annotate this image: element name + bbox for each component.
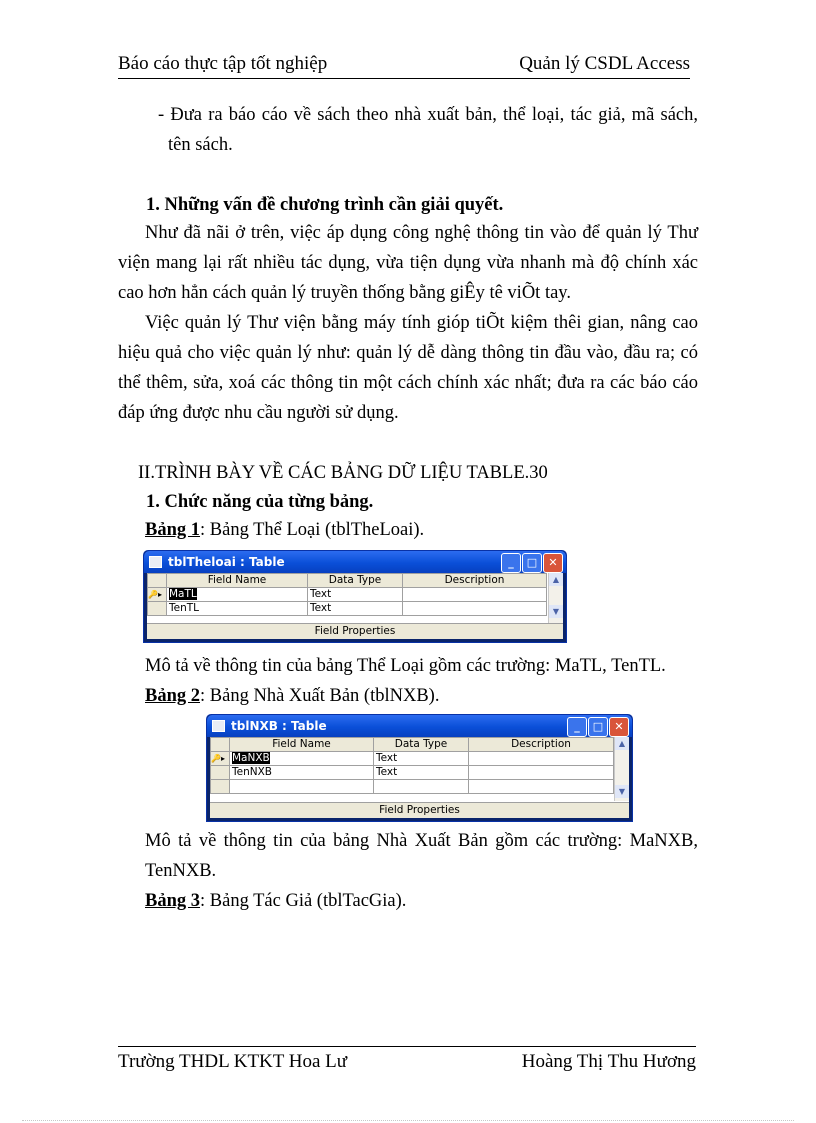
window-title: tblTheloai : Table	[168, 555, 285, 569]
data-type-cell[interactable]: Text	[308, 602, 403, 616]
table-icon	[212, 720, 225, 732]
data-type-cell[interactable]: Text	[374, 752, 469, 766]
window-title-bar[interactable]	[144, 551, 566, 573]
scroll-down-icon[interactable]: ▼	[549, 605, 563, 618]
subsection-1-heading: 1. Chức năng của từng bảng.	[146, 492, 374, 512]
para2-line-3: thể thêm, sửa, xoá các thông tin một cách chính xác nhất; đưa ra các báo cáo	[118, 373, 698, 393]
scroll-down-icon[interactable]: ▼	[615, 785, 629, 798]
table3-label: Bảng 3	[145, 891, 201, 911]
close-icon[interactable]: ✕	[609, 717, 629, 737]
row-selector[interactable]	[148, 602, 167, 616]
col-description[interactable]: Description	[469, 738, 614, 752]
table2-label: Bảng 2	[145, 686, 201, 706]
table2-desc: : Bảng Nhà Xuất Bản (tblNXB).	[200, 686, 440, 706]
page-header	[118, 52, 690, 79]
tbltheloai-window[interactable]	[143, 550, 567, 643]
window-title-bar[interactable]	[207, 715, 632, 737]
row-selector[interactable]	[211, 766, 230, 780]
row-selector-header	[148, 574, 167, 588]
field-properties-bar: Field Properties	[147, 623, 563, 639]
window-title: tblNXB : Table	[231, 719, 327, 733]
data-type-cell[interactable]: Text	[308, 588, 403, 602]
bullet-line-1: - Đưa ra báo cáo về sách theo nhà xuất bản, thể loại, tác giả, mã sách,	[158, 105, 698, 125]
tblnxb-window[interactable]	[206, 714, 633, 822]
vertical-scrollbar[interactable]	[614, 737, 629, 801]
page-footer	[118, 1046, 696, 1072]
para2-line-2: hiệu quả cho việc quản lý như: quản lý dễ dàng thông tin đầu vào, đầu ra; có	[118, 343, 698, 363]
field-properties-bar: Field Properties	[210, 802, 629, 818]
maximize-icon[interactable]: □	[522, 553, 542, 573]
table2-label-line	[145, 681, 439, 711]
para1-line-2: viện mang lại rất nhiều tác dụng, vừa tiện dụng vừa nhanh mà độ chính xác	[118, 253, 698, 273]
minimize-icon[interactable]: _	[501, 553, 521, 573]
row-selector-header	[211, 738, 230, 752]
table-row[interactable]	[211, 780, 614, 794]
table-row[interactable]	[211, 752, 614, 766]
scroll-up-icon[interactable]: ▲	[615, 737, 629, 750]
col-data-type[interactable]: Data Type	[308, 574, 403, 588]
scroll-up-icon[interactable]: ▲	[549, 573, 563, 586]
data-type-cell[interactable]	[374, 780, 469, 794]
minimize-icon[interactable]: _	[567, 717, 587, 737]
para1-line-1: Như đã nãi ở trên, việc áp dụng công nghệ thông tin vào để quản lý Thư	[145, 223, 698, 243]
table1-caption: Mô tả về thông tin của bảng Thể Loại gồm các trường: MaTL, TenTL.	[145, 656, 666, 676]
footer-right: Hoàng Thị Thu Hương	[521, 1051, 696, 1072]
description-cell[interactable]	[403, 588, 547, 602]
table1-desc: : Bảng Thể Loại (tblTheLoai).	[200, 520, 425, 540]
header-right: Quản lý CSDL Access	[519, 53, 690, 74]
description-cell[interactable]	[469, 752, 614, 766]
field-name-cell[interactable]: MaNXB	[230, 752, 374, 766]
table-row[interactable]	[211, 766, 614, 780]
col-data-type[interactable]: Data Type	[374, 738, 469, 752]
field-grid	[210, 737, 614, 794]
section-2-heading: II.TRÌNH BÀY VỀ CÁC BẢNG DỮ LIỆU TABLE.30	[138, 463, 548, 483]
section-1-heading: 1. Những vấn đề chương trình cần giải quyết.	[146, 195, 504, 215]
data-type-cell[interactable]: Text	[374, 766, 469, 780]
row-selector[interactable]	[211, 780, 230, 794]
field-grid	[147, 573, 547, 616]
col-field-name[interactable]: Field Name	[230, 738, 374, 752]
primary-key-icon: 🔑▸	[211, 752, 230, 766]
field-name-cell[interactable]: TenTL	[167, 602, 308, 616]
field-name-cell[interactable]: MaTL	[167, 588, 308, 602]
description-cell[interactable]	[469, 766, 614, 780]
design-grid-area	[147, 573, 563, 639]
col-field-name[interactable]: Field Name	[167, 574, 308, 588]
description-cell[interactable]	[469, 780, 614, 794]
table2-caption-line-1: Mô tả về thông tin của bảng Nhà Xuất Bản gồm các trường: MaNXB,	[145, 831, 698, 851]
page-edge-divider	[22, 1120, 794, 1121]
table-row[interactable]	[148, 602, 547, 616]
para2-line-1: Việc quản lý Thư viện bằng máy tính gióp tiÕt kiệm thêi gian, nâng cao	[145, 313, 698, 333]
close-icon[interactable]: ✕	[543, 553, 563, 573]
primary-key-icon: 🔑▸	[148, 588, 167, 602]
para1-line-3: cao hơn hẳn cách quản lý truyền thống bằng giÊy tê viÕt tay.	[118, 283, 571, 303]
table3-desc: : Bảng Tác Giả (tblTacGia).	[200, 891, 407, 911]
col-description[interactable]: Description	[403, 574, 547, 588]
design-grid-area	[210, 737, 629, 818]
table-row[interactable]	[148, 588, 547, 602]
vertical-scrollbar[interactable]	[548, 573, 563, 623]
table1-label-line	[145, 515, 424, 545]
footer-left: Trường THDL KTKT Hoa Lư	[118, 1051, 348, 1072]
header-left: Báo cáo thực tập tốt nghiệp	[118, 53, 328, 74]
field-name-cell[interactable]: TenNXB	[230, 766, 374, 780]
table1-label: Bảng 1	[145, 520, 201, 540]
table3-label-line	[145, 886, 406, 916]
para2-line-4: đáp ứng được nhu cầu người sử dụng.	[118, 403, 399, 423]
maximize-icon[interactable]: □	[588, 717, 608, 737]
table2-caption-line-2: TenNXB.	[145, 861, 217, 881]
bullet-line-2: tên sách.	[168, 135, 233, 155]
table-icon	[149, 556, 162, 568]
description-cell[interactable]	[403, 602, 547, 616]
field-name-cell[interactable]	[230, 780, 374, 794]
